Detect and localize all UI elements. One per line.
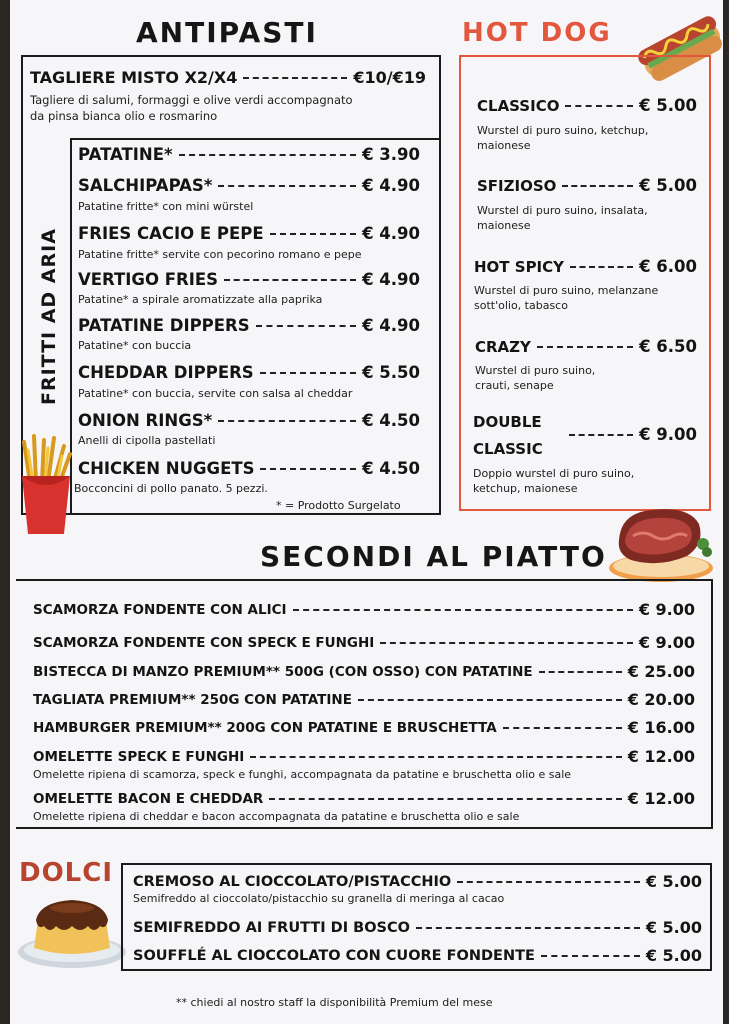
secondi-row-2	[33, 662, 695, 681]
secondi-row-1	[33, 633, 695, 652]
fritti-row-4	[78, 316, 420, 335]
hotdog-desc: sott'olio, tabasco	[474, 299, 568, 312]
dash-leader	[260, 372, 356, 374]
dash-leader	[250, 756, 621, 758]
dolci-row-0	[133, 872, 702, 891]
dash-leader	[256, 325, 356, 327]
hotdog-name: SFIZIOSO	[477, 176, 557, 195]
hotdog-row-3	[475, 337, 697, 356]
secondi-name: OMELETTE SPECK E FUNGHI	[33, 748, 245, 765]
fritti-name: PATATINE*	[78, 145, 173, 164]
fritti-name: VERTIGO FRIES	[78, 270, 218, 289]
fritti-row-2	[78, 224, 420, 243]
dash-leader	[569, 434, 633, 436]
hotdog-row-0	[477, 96, 697, 115]
fritti-price: € 4.90	[362, 270, 420, 289]
secondi-row-3	[33, 690, 695, 709]
fritti-desc-2: Patatine fritte* servite con pecorino romano e pepe	[78, 248, 362, 261]
hotdog-desc: Doppio wurstel di puro suino,	[473, 467, 635, 480]
dash-leader	[565, 105, 633, 107]
dolci-desc: Semifreddo al cioccolato/pistacchio su granella di meringa al cacao	[133, 892, 505, 905]
dolci-price: € 5.00	[645, 872, 702, 891]
hotdog-price: € 6.50	[639, 337, 697, 356]
dash-leader	[503, 727, 622, 729]
fritti-label: FRITTI AD ARIA	[38, 228, 60, 405]
dash-leader	[218, 420, 356, 422]
hotdog-price: € 6.00	[639, 257, 697, 276]
dolci-price: € 5.00	[645, 946, 702, 965]
hotdog-desc: crauti, senape	[475, 379, 554, 392]
hotdog-price: € 9.00	[639, 425, 697, 444]
dash-leader	[416, 927, 640, 929]
fritti-name: CHICKEN NUGGETS	[78, 459, 255, 478]
fritti-name: CHEDDAR DIPPERS	[78, 363, 254, 382]
fritti-row-1	[78, 176, 420, 195]
dash-leader	[243, 77, 347, 79]
hotdog-name-2: CLASSIC	[473, 440, 543, 458]
secondi-price: € 12.00	[627, 789, 695, 808]
hotdog-desc: maionese	[477, 139, 531, 152]
dolci-row-1	[133, 918, 702, 937]
dolci-name: SOUFFLÉ AL CIOCCOLATO CON CUORE FONDENTE	[133, 947, 535, 964]
hotdog-name: CRAZY	[475, 337, 531, 356]
fritti-price: € 4.50	[362, 459, 420, 478]
hotdog-row-2	[474, 257, 697, 276]
fritti-row-6	[78, 411, 420, 430]
fritti-price: € 4.90	[362, 316, 420, 335]
hotdog-row-1	[477, 176, 697, 195]
footer-note: ** chiedi al nostro staff la disponibilità Premium del mese	[176, 996, 493, 1009]
hotdog-name: HOT SPICY	[474, 257, 565, 276]
hotdog-row-4	[563, 425, 697, 444]
tagliere-name: TAGLIERE MISTO X2/X4	[30, 68, 238, 87]
fries-icon	[18, 432, 74, 538]
fritti-price: € 4.90	[362, 176, 420, 195]
fritti-row-0	[78, 145, 420, 164]
dash-leader	[260, 468, 356, 470]
secondi-row-5	[33, 747, 695, 766]
fritti-name: SALCHIPAPAS*	[78, 176, 213, 195]
hotdog-desc: Wurstel di puro suino, insalata,	[477, 204, 648, 217]
fritti-desc-4: Patatine* con buccia	[78, 339, 192, 352]
dash-leader	[537, 346, 633, 348]
dash-leader	[541, 955, 640, 957]
hotdog-desc: Wurstel di puro suino,	[475, 364, 596, 377]
secondi-price: € 9.00	[638, 600, 695, 619]
secondi-name: OMELETTE BACON E CHEDDAR	[33, 790, 264, 807]
secondi-title: SECONDI AL PIATTO	[260, 540, 607, 573]
fritti-desc-1: Patatine fritte* con mini würstel	[78, 200, 254, 213]
fritti-price: € 4.50	[362, 411, 420, 430]
hotdog-price: € 5.00	[639, 176, 697, 195]
fritti-desc-5: Patatine* con buccia, servite con salsa al cheddar	[78, 387, 353, 400]
steak-icon	[607, 500, 715, 584]
tagliere-desc-2: da pinsa bianca olio e rosmarino	[30, 109, 218, 123]
flan-icon	[16, 890, 128, 972]
dash-leader	[562, 185, 633, 187]
dolci-name: SEMIFREDDO AI FRUTTI DI BOSCO	[133, 919, 410, 936]
secondi-price: € 12.00	[627, 747, 695, 766]
dash-leader	[224, 279, 356, 281]
hotdog-name: DOUBLE	[473, 413, 542, 431]
secondi-price: € 9.00	[638, 633, 695, 652]
secondi-price: € 25.00	[627, 662, 695, 681]
secondi-name: HAMBURGER PREMIUM** 200G CON PATATINE E BRUSCHETTA	[33, 719, 497, 736]
dash-leader	[179, 154, 356, 156]
hotdog-desc: ketchup, maionese	[473, 482, 578, 495]
hotdog-name: CLASSICO	[477, 96, 560, 115]
fritti-desc-3: Patatine* a spirale aromatizzate alla paprika	[78, 293, 323, 306]
dash-leader	[218, 185, 356, 187]
dolci-row-2	[133, 946, 702, 965]
dash-leader	[293, 609, 633, 611]
hotdog-price: € 5.00	[639, 96, 697, 115]
fritti-name: FRIES CACIO E PEPE	[78, 224, 264, 243]
fritti-name: PATATINE DIPPERS	[78, 316, 250, 335]
secondi-price: € 16.00	[627, 718, 695, 737]
secondi-name: BISTECCA DI MANZO PREMIUM** 500G (CON OSSO) CON PATATINE	[33, 663, 533, 680]
fritti-row-7	[78, 459, 420, 478]
antipasti-title: ANTIPASTI	[136, 16, 318, 49]
secondi-row-6	[33, 789, 695, 808]
dash-leader	[539, 671, 622, 673]
fritti-name: ONION RINGS*	[78, 411, 213, 430]
fritti-price: € 4.90	[362, 224, 420, 243]
menu-page	[10, 0, 723, 1024]
secondi-name: SCAMORZA FONDENTE CON SPECK E FUNGHI	[33, 634, 375, 651]
hotdog-desc: maionese	[477, 219, 531, 232]
tagliere-desc-1: Tagliere di salumi, formaggi e olive verdi accompagnato	[30, 93, 353, 107]
fritti-desc-7: Bocconcini di pollo panato. 5 pezzi.	[74, 482, 268, 495]
secondi-name: TAGLIATA PREMIUM** 250G CON PATATINE	[33, 691, 352, 708]
dolci-title: DOLCI	[19, 858, 114, 888]
secondi-row-0	[33, 600, 695, 619]
hotdog-title: HOT DOG	[462, 18, 612, 48]
dolci-name: CREMOSO AL CIOCCOLATO/PISTACCHIO	[133, 873, 452, 890]
hotdog-desc: Wurstel di puro suino, ketchup,	[477, 124, 649, 137]
dolci-price: € 5.00	[645, 918, 702, 937]
dash-leader	[269, 798, 621, 800]
dash-leader	[358, 699, 622, 701]
dash-leader	[457, 881, 640, 883]
secondi-desc: Omelette ripiena di scamorza, speck e funghi, accompagnata da patatine e bruschetta olio e sale	[33, 768, 572, 781]
fritti-row-5	[78, 363, 420, 382]
fritti-desc-6: Anelli di cipolla pastellati	[78, 434, 216, 447]
fritti-footnote: * = Prodotto Surgelato	[276, 499, 401, 512]
secondi-desc: Omelette ripiena di cheddar e bacon accompagnata da patatine e bruschetta olio e sale	[33, 810, 520, 823]
fritti-price: € 5.50	[362, 363, 420, 382]
secondi-price: € 20.00	[627, 690, 695, 709]
tagliere-row	[30, 68, 426, 87]
dash-leader	[270, 233, 356, 235]
dash-leader	[380, 642, 633, 644]
secondi-row-4	[33, 718, 695, 737]
hotdog-desc: Wurstel di puro suino, melanzane	[474, 284, 659, 297]
secondi-name: SCAMORZA FONDENTE CON ALICI	[33, 601, 287, 618]
dash-leader	[570, 266, 633, 268]
fritti-price: € 3.90	[362, 145, 420, 164]
tagliere-price: €10/€19	[353, 68, 426, 87]
fritti-row-3	[78, 270, 420, 289]
